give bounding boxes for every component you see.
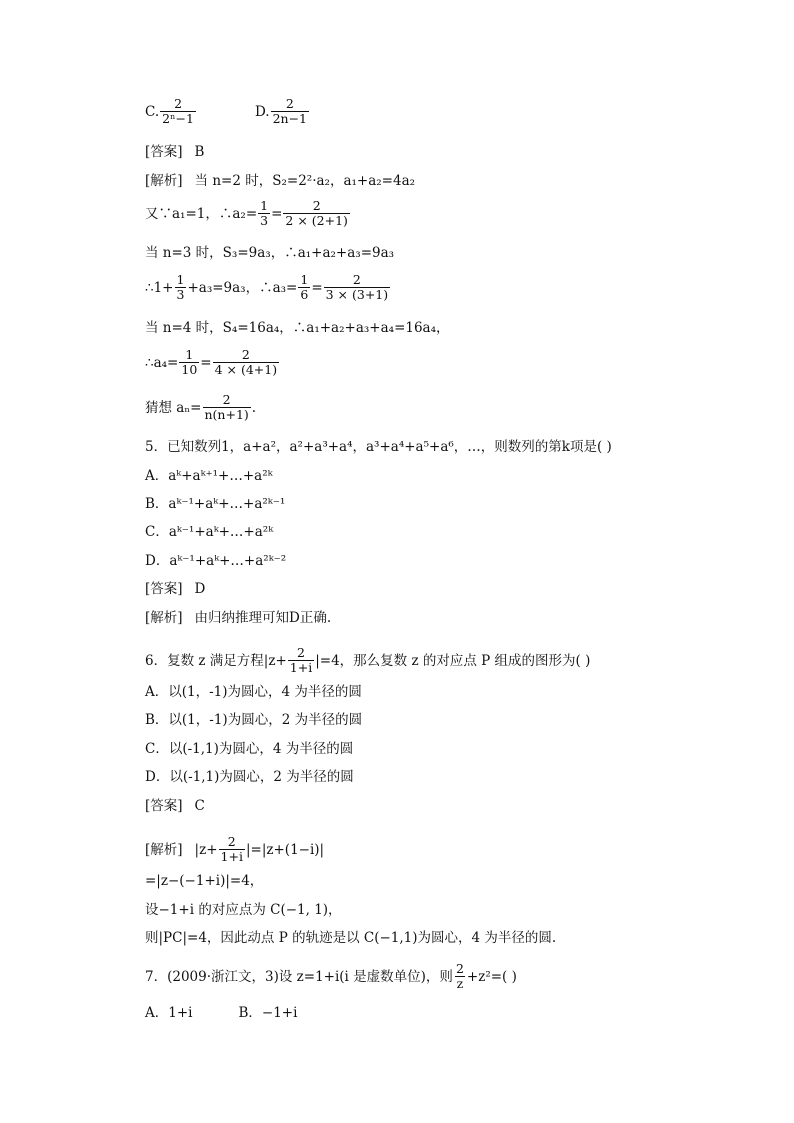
q7-stem: 7．(2009·浙江文，3)设 z=1+i(i 是虚数单位)，则 $\frac{2}{z}$ +z²=( ) [145, 961, 517, 991]
q5-explain: [解析] 由归纳推理可知D正确. [145, 610, 332, 626]
q4-explain-line-6: ∴a₄= $\frac{1}{10}$ = $\frac{2}{4 \times (4+1)}$ [145, 347, 278, 377]
q5-option-c: C．aᵏ⁻¹+aᵏ+…+a²ᵏ [145, 524, 274, 540]
q4-explain-line-5: 当 n=4 时，S₄=16a₄，∴a₁+a₂+a₃+a₄=16a₄， [145, 320, 450, 336]
q4-explain-line-2: 又∵a₁=1，∴a₂= $\frac{1}{3}$ = $\frac{2}{2 \times (2+1)}$ [145, 198, 348, 228]
q5-answer: [答案] D [145, 581, 206, 597]
q7-option-a: A．1+i [145, 1005, 193, 1021]
q7-option-b: B．−1+i [238, 1005, 298, 1021]
q4-answer: [答案] B [145, 144, 205, 160]
q5-option-b: B．aᵏ⁻¹+aᵏ+…+a²ᵏ⁻¹ [145, 496, 286, 512]
q6-explain-line-4: 则|PC|=4，因此动点 P 的轨迹是以 C(−1,1)为圆心，4 为半径的圆. [145, 930, 557, 946]
q5-option-d: D．aᵏ⁻¹+aᵏ+…+a²ᵏ⁻² [145, 553, 287, 569]
q6-stem: 6．复数 z 满足方程|z+ $\frac{2}{1+i}$ |=4，那么复数 z 的对应点 P 组成的图形为( ) [145, 645, 591, 675]
q4-option-d-fraction: $\frac{2}{2n-1}$ [272, 96, 308, 126]
q4-options-cd [145, 97, 310, 126]
q4-option-c-fraction: $\frac{2}{\text{2ⁿ−1}}$ [162, 96, 194, 126]
q4-option-d-label: D. [254, 103, 270, 120]
q4-explain-line-1: [解析] 当 n=2 时，S₂=2²·a₂，a₁+a₂=4a₂ [145, 173, 416, 189]
q4-option-c-label: C. [145, 103, 160, 120]
q6-option-a: A．以(1，-1)为圆心，4 为半径的圆 [145, 684, 362, 700]
q6-option-b: B．以(1，-1)为圆心，2 为半径的圆 [145, 712, 363, 728]
q5-option-a: A．aᵏ+aᵏ⁺¹+…+a²ᵏ [145, 468, 273, 484]
q6-option-d: D．以(-1,1)为圆心，2 为半径的圆 [145, 769, 354, 785]
q6-option-c: C．以(-1,1)为圆心，4 为半径的圆 [145, 741, 354, 757]
q4-conjecture: 猜想 aₙ= $\frac{2}{n(n+1)}$ . [145, 392, 257, 422]
q4-explain-line-3: 当 n=3 时，S₃=9a₃，∴a₁+a₂+a₃=9a₃ [145, 245, 395, 261]
q6-explain-line-2: =|z−(−1+i)|=4， [145, 873, 264, 889]
q6-answer: [答案] C [145, 798, 205, 814]
q4-explain-line-4: ∴1+ $\frac{1}{3}$ +a₃=9a₃，∴a₃= $\frac{1}{6}$ = $\frac{2}{3 \times (3+1)}$ [145, 272, 389, 302]
q7-options-ab [145, 1004, 297, 1022]
q6-explain-line-1: [解析] |z+ $\frac{2}{1+i}$ |=|z+(1−i)| [145, 834, 325, 864]
q6-explain-line-3: 设−1+i 的对应点为 C(−1, 1)， [145, 902, 342, 918]
q5-stem: 5．已知数列1，a+a²，a²+a³+a⁴，a³+a⁴+a⁵+a⁶，…，则数列的第k项是( ) [145, 439, 612, 455]
